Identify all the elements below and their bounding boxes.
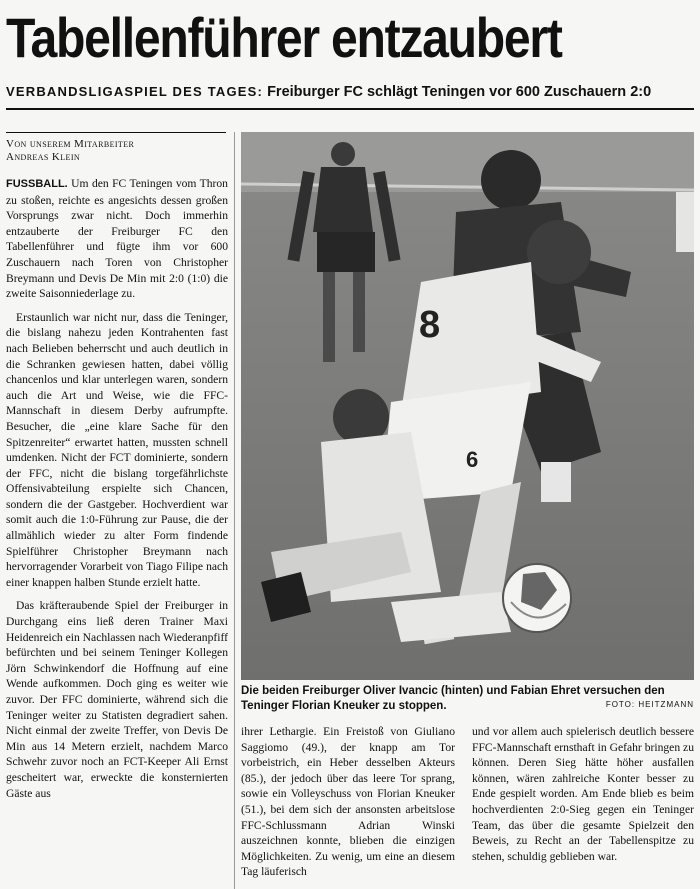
article-column-1 <box>6 176 228 888</box>
subheadline <box>6 84 696 100</box>
jersey-number-8: 8 <box>419 304 441 346</box>
body-paragraph: und vor allem auch spielerisch deutlich bessere FFC-Mannschaft ernsthaft in Gefahr bringen zu können. Deren Sieg hätte höher ausfallen können, wären zahlreiche Konter besser zu Ende gespielt worden. Am Ende blieb es beim hochverdienten 2:0-Sieg gegen ein Teninger Team, das über die gesamte Spielzeit den Beweis, zu Recht an der Tabellenspitze zu stehen, schuldig geblieben war. <box>472 725 694 863</box>
article-column-3 <box>472 724 694 889</box>
column-divider <box>234 132 235 889</box>
match-photo <box>241 132 694 680</box>
football-scene-illustration <box>241 132 694 680</box>
deck: Freiburger FC schlägt Teningen vor 600 Zuschauern 2:0 <box>267 84 652 100</box>
article-column-2 <box>241 724 455 889</box>
body-paragraph: Das kräfteraubende Spiel der Freiburger in Durchgang eins ließ deren Trainer Maxi Heidenreich ein Nachlassen nach Wiederanpfiff befürchten und bei seinem Teninger Kollegen Jörn Schwinkendorf die Hoffnung auf eine Wende aufkommen. Doch ging es weiter wie zuvor. Der FFC dominierte, während sich die Teninger weiter zu Statisten degradiert sahen. Nicht einmal der zweite Treffer, von Devis De Min aus 14 Metern erzielt, nachdem Marco Schwehr zuvor noch an FCT-Keeper Ali Ernst gescheitert war, erweckte die konsternierten Gäste aus <box>6 599 228 800</box>
byline <box>6 138 228 164</box>
photo-caption: Die beiden Freiburger Oliver Ivancic (hinten) und Fabian Ehret versuchen den Teninger Florian Kneuker zu stoppen. <box>241 685 665 712</box>
jersey-number-6: 6 <box>466 447 479 472</box>
headline: Tabellenführer entzaubert <box>6 6 562 69</box>
headline-rule <box>6 108 694 110</box>
lead-paragraph <box>6 176 228 302</box>
body-paragraph: Erstaunlich war nicht nur, dass die Teninger, die bislang nahezu jeden Kontrahenten fast nach Belieben beherrscht und auch deutlich in die Schranken gewiesen hatten, dabei völlig chancenlos und klar unterlegen waren, sondern auch die Art und Weise, wie die FFC-Mannschaft in diesem Derby aufrumpfte. Besucher, die „eine klare Sache für den Spitzenreiter“ erwartet hatten, mussten schnell umdenken. Nicht der FCT dominierte, sondern der FFC, nicht die bislang torgefährlichste Offensivabteilung erspielte sich Chancen, sondern die der Gastgeber. Hochverdient war somit auch die 1:0-Führung zur Pause, die der allmählich wieder zu alter Form findende Spielführer Christopher Breymann nach hervorragender Vorarbeit von Tiago Filipe nach einer knappen halben Stunde erzielt hatte. <box>6 310 228 589</box>
byline-role: Von unserem Mitarbeiter <box>6 138 135 150</box>
byline-author: Andreas Klein <box>6 151 81 163</box>
football-ball <box>503 564 571 632</box>
ressort-label: FUSSBALL. <box>6 178 68 190</box>
photo-credit: FOTO: HEITZMANN <box>605 700 694 709</box>
body-paragraph: ihrer Lethargie. Ein Freistoß von Giuliano Saggiomo (49.), der knapp am Tor vorbeistrich, ein Heber desselben Akteurs (85.), der jedoch über das leere Tor sprang, sowie ein Volleyschuss von Florian Kneuker (51.), bei dem sich der ansonsten arbeitslose FFC-Schlussmann Adrian Winski auszeichnen konnte, blieben die einzigen Möglichkeiten. Zu wenig, um eine an diesem Tag läuferisch <box>241 725 455 879</box>
lead-text: Um den FC Teningen vom Thron zu stoßen, reichte es angesichts dessen großen Vorsprungs zwar nicht. Doch immerhin entzauberte der Freiburger FC den Tabellenführer und fügte ihm vor 600 Zuschauern nach Toren von Christopher Breymann und Devis De Min mit 2:0 (1:0) die zweite Saisonniederlage zu. <box>6 177 228 301</box>
kicker: VERBANDSLIGASPIEL DES TAGES: <box>6 84 264 99</box>
byline-rule <box>6 132 226 133</box>
